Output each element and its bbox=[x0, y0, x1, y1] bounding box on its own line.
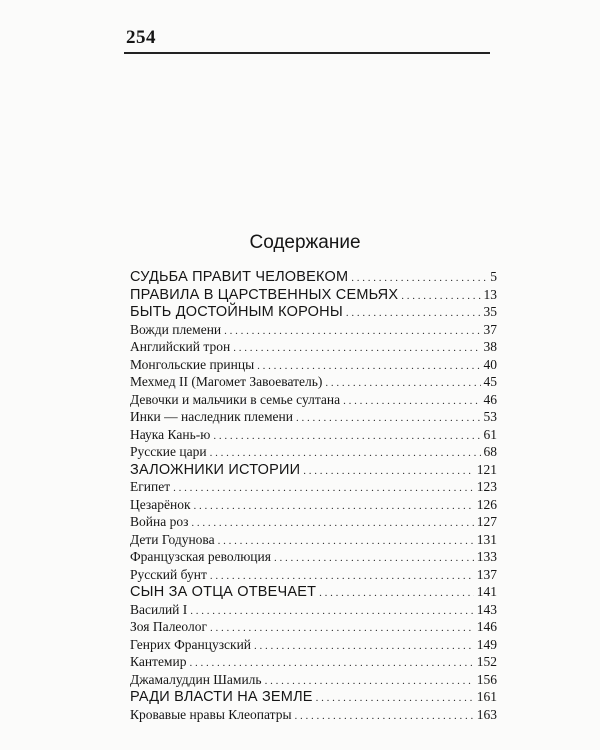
toc-entry-page: 53 bbox=[483, 409, 497, 424]
toc-entry-page: 146 bbox=[476, 619, 497, 634]
dot-leader bbox=[303, 463, 474, 481]
toc-entry bbox=[130, 706, 497, 724]
toc-entry-page: 131 bbox=[476, 531, 497, 547]
table-of-contents bbox=[130, 268, 497, 723]
toc-entry bbox=[130, 653, 497, 671]
toc-entry-title: Генрих Французский bbox=[130, 636, 252, 652]
toc-entry bbox=[130, 601, 497, 619]
toc-entry-page: 137 bbox=[476, 566, 497, 582]
toc-entry-title: Египет bbox=[130, 479, 171, 494]
toc-entry-title: Наука Кань-ю bbox=[130, 426, 211, 442]
toc-entry-title: Мехмед II (Магомет Завоеватель) bbox=[130, 374, 323, 389]
toc-entry bbox=[130, 426, 497, 444]
header-rule bbox=[124, 52, 490, 54]
dot-leader bbox=[194, 498, 474, 516]
toc-section-entry bbox=[130, 286, 497, 304]
toc-entry-title: ЗАЛОЖНИКИ ИСТОРИИ bbox=[130, 461, 301, 478]
toc-entry-page: 123 bbox=[476, 479, 497, 494]
toc-title: Содержание bbox=[249, 232, 361, 253]
dot-leader bbox=[210, 445, 481, 463]
toc-entry-page: 152 bbox=[476, 654, 497, 669]
toc-entry-title: Василий I bbox=[130, 601, 188, 617]
toc-entry-page: 37 bbox=[483, 321, 497, 337]
toc-entry-page: 61 bbox=[483, 426, 497, 442]
dot-leader bbox=[274, 550, 474, 568]
toc-entry-page: 141 bbox=[476, 584, 497, 599]
toc-entry-page: 143 bbox=[476, 601, 497, 617]
toc-entry-title: Французская революция bbox=[130, 549, 271, 564]
toc-section-entry bbox=[130, 303, 497, 321]
toc-section-entry bbox=[130, 583, 497, 601]
dot-leader bbox=[351, 270, 487, 288]
toc-entry-title: Война роз bbox=[130, 514, 189, 529]
toc-entry bbox=[130, 671, 497, 689]
dot-leader bbox=[233, 340, 480, 358]
dot-leader bbox=[190, 603, 473, 621]
toc-entry-page: 45 bbox=[483, 374, 497, 389]
toc-entry-page: 156 bbox=[476, 671, 497, 687]
toc-entry bbox=[130, 548, 497, 566]
toc-entry-page: 38 bbox=[483, 339, 497, 354]
toc-entry-page: 127 bbox=[476, 514, 497, 529]
dot-leader bbox=[213, 428, 480, 446]
toc-entry-title: Цезарёнок bbox=[130, 496, 191, 512]
toc-entry-page: 126 bbox=[476, 496, 497, 512]
toc-entry-title: Русский бунт bbox=[130, 566, 207, 582]
dot-leader bbox=[224, 323, 480, 341]
toc-entry-title: РАДИ ВЛАСТИ НА ЗЕМЛЕ bbox=[130, 689, 313, 705]
toc-entry bbox=[130, 408, 497, 426]
toc-entry bbox=[130, 391, 497, 409]
dot-leader bbox=[191, 515, 473, 533]
toc-entry-title: СУДЬБА ПРАВИТ ЧЕЛОВЕКОМ bbox=[130, 269, 349, 285]
toc-entry-title: Монгольские принцы bbox=[130, 356, 255, 372]
toc-section-entry bbox=[130, 461, 497, 479]
toc-entry bbox=[130, 636, 497, 654]
toc-entry-title: Вожди племени bbox=[130, 321, 222, 337]
dot-leader bbox=[343, 393, 480, 411]
toc-entry bbox=[130, 566, 497, 584]
toc-entry-title: Джамалуддин Шамиль bbox=[130, 671, 262, 687]
toc-entry-title: Кровавые нравы Клеопатры bbox=[130, 706, 292, 722]
toc-entry-page: 40 bbox=[483, 356, 497, 372]
toc-entry-title: Дети Годунова bbox=[130, 531, 215, 547]
toc-entry bbox=[130, 513, 497, 531]
dot-leader bbox=[401, 288, 480, 306]
toc-entry bbox=[130, 356, 497, 374]
toc-section-entry bbox=[130, 688, 497, 706]
toc-entry-title: Русские цари bbox=[130, 444, 207, 459]
toc-entry bbox=[130, 373, 497, 391]
toc-entry bbox=[130, 496, 497, 514]
toc-entry-title: Девочки и мальчики в семье султана bbox=[130, 391, 341, 407]
dot-leader bbox=[254, 638, 474, 656]
toc-entry bbox=[130, 531, 497, 549]
dot-leader bbox=[265, 673, 474, 691]
dot-leader bbox=[325, 375, 480, 393]
dot-leader bbox=[173, 480, 474, 498]
toc-entry bbox=[130, 321, 497, 339]
toc-entry-page: 121 bbox=[476, 461, 497, 477]
toc-entry-page: 133 bbox=[476, 549, 497, 564]
toc-entry-page: 13 bbox=[483, 286, 497, 302]
toc-entry-title: СЫН ЗА ОТЦА ОТВЕЧАЕТ bbox=[130, 584, 317, 600]
toc-entry-title: Инки — наследник племени bbox=[130, 409, 293, 424]
toc-entry-page: 161 bbox=[476, 689, 497, 704]
toc-entry-page: 68 bbox=[483, 444, 497, 459]
toc-entry-page: 35 bbox=[483, 304, 497, 319]
toc-entry-title: Английский трон bbox=[130, 339, 231, 354]
toc-entry-page: 46 bbox=[483, 391, 497, 407]
dot-leader bbox=[296, 410, 481, 428]
page-number: 254 bbox=[126, 27, 156, 48]
toc-entry-page: 5 bbox=[490, 269, 497, 284]
toc-entry bbox=[130, 338, 497, 356]
toc-entry bbox=[130, 443, 497, 461]
toc-entry bbox=[130, 618, 497, 636]
toc-entry-title: Зоя Палеолог bbox=[130, 619, 208, 634]
toc-entry-title: ПРАВИЛА В ЦАРСТВЕННЫХ СЕМЬЯХ bbox=[130, 286, 399, 303]
toc-entry-page: 163 bbox=[476, 706, 497, 722]
dot-leader bbox=[316, 690, 474, 708]
dot-leader bbox=[346, 305, 481, 323]
toc-entry-title: БЫТЬ ДОСТОЙНЫМ КОРОНЫ bbox=[130, 304, 343, 320]
toc-entry bbox=[130, 478, 497, 496]
dot-leader bbox=[319, 585, 474, 603]
toc-section-entry bbox=[130, 268, 497, 286]
dot-leader bbox=[210, 568, 474, 586]
toc-entry-title: Кантемир bbox=[130, 654, 187, 669]
dot-leader bbox=[295, 708, 474, 726]
toc-entry-page: 149 bbox=[476, 636, 497, 652]
